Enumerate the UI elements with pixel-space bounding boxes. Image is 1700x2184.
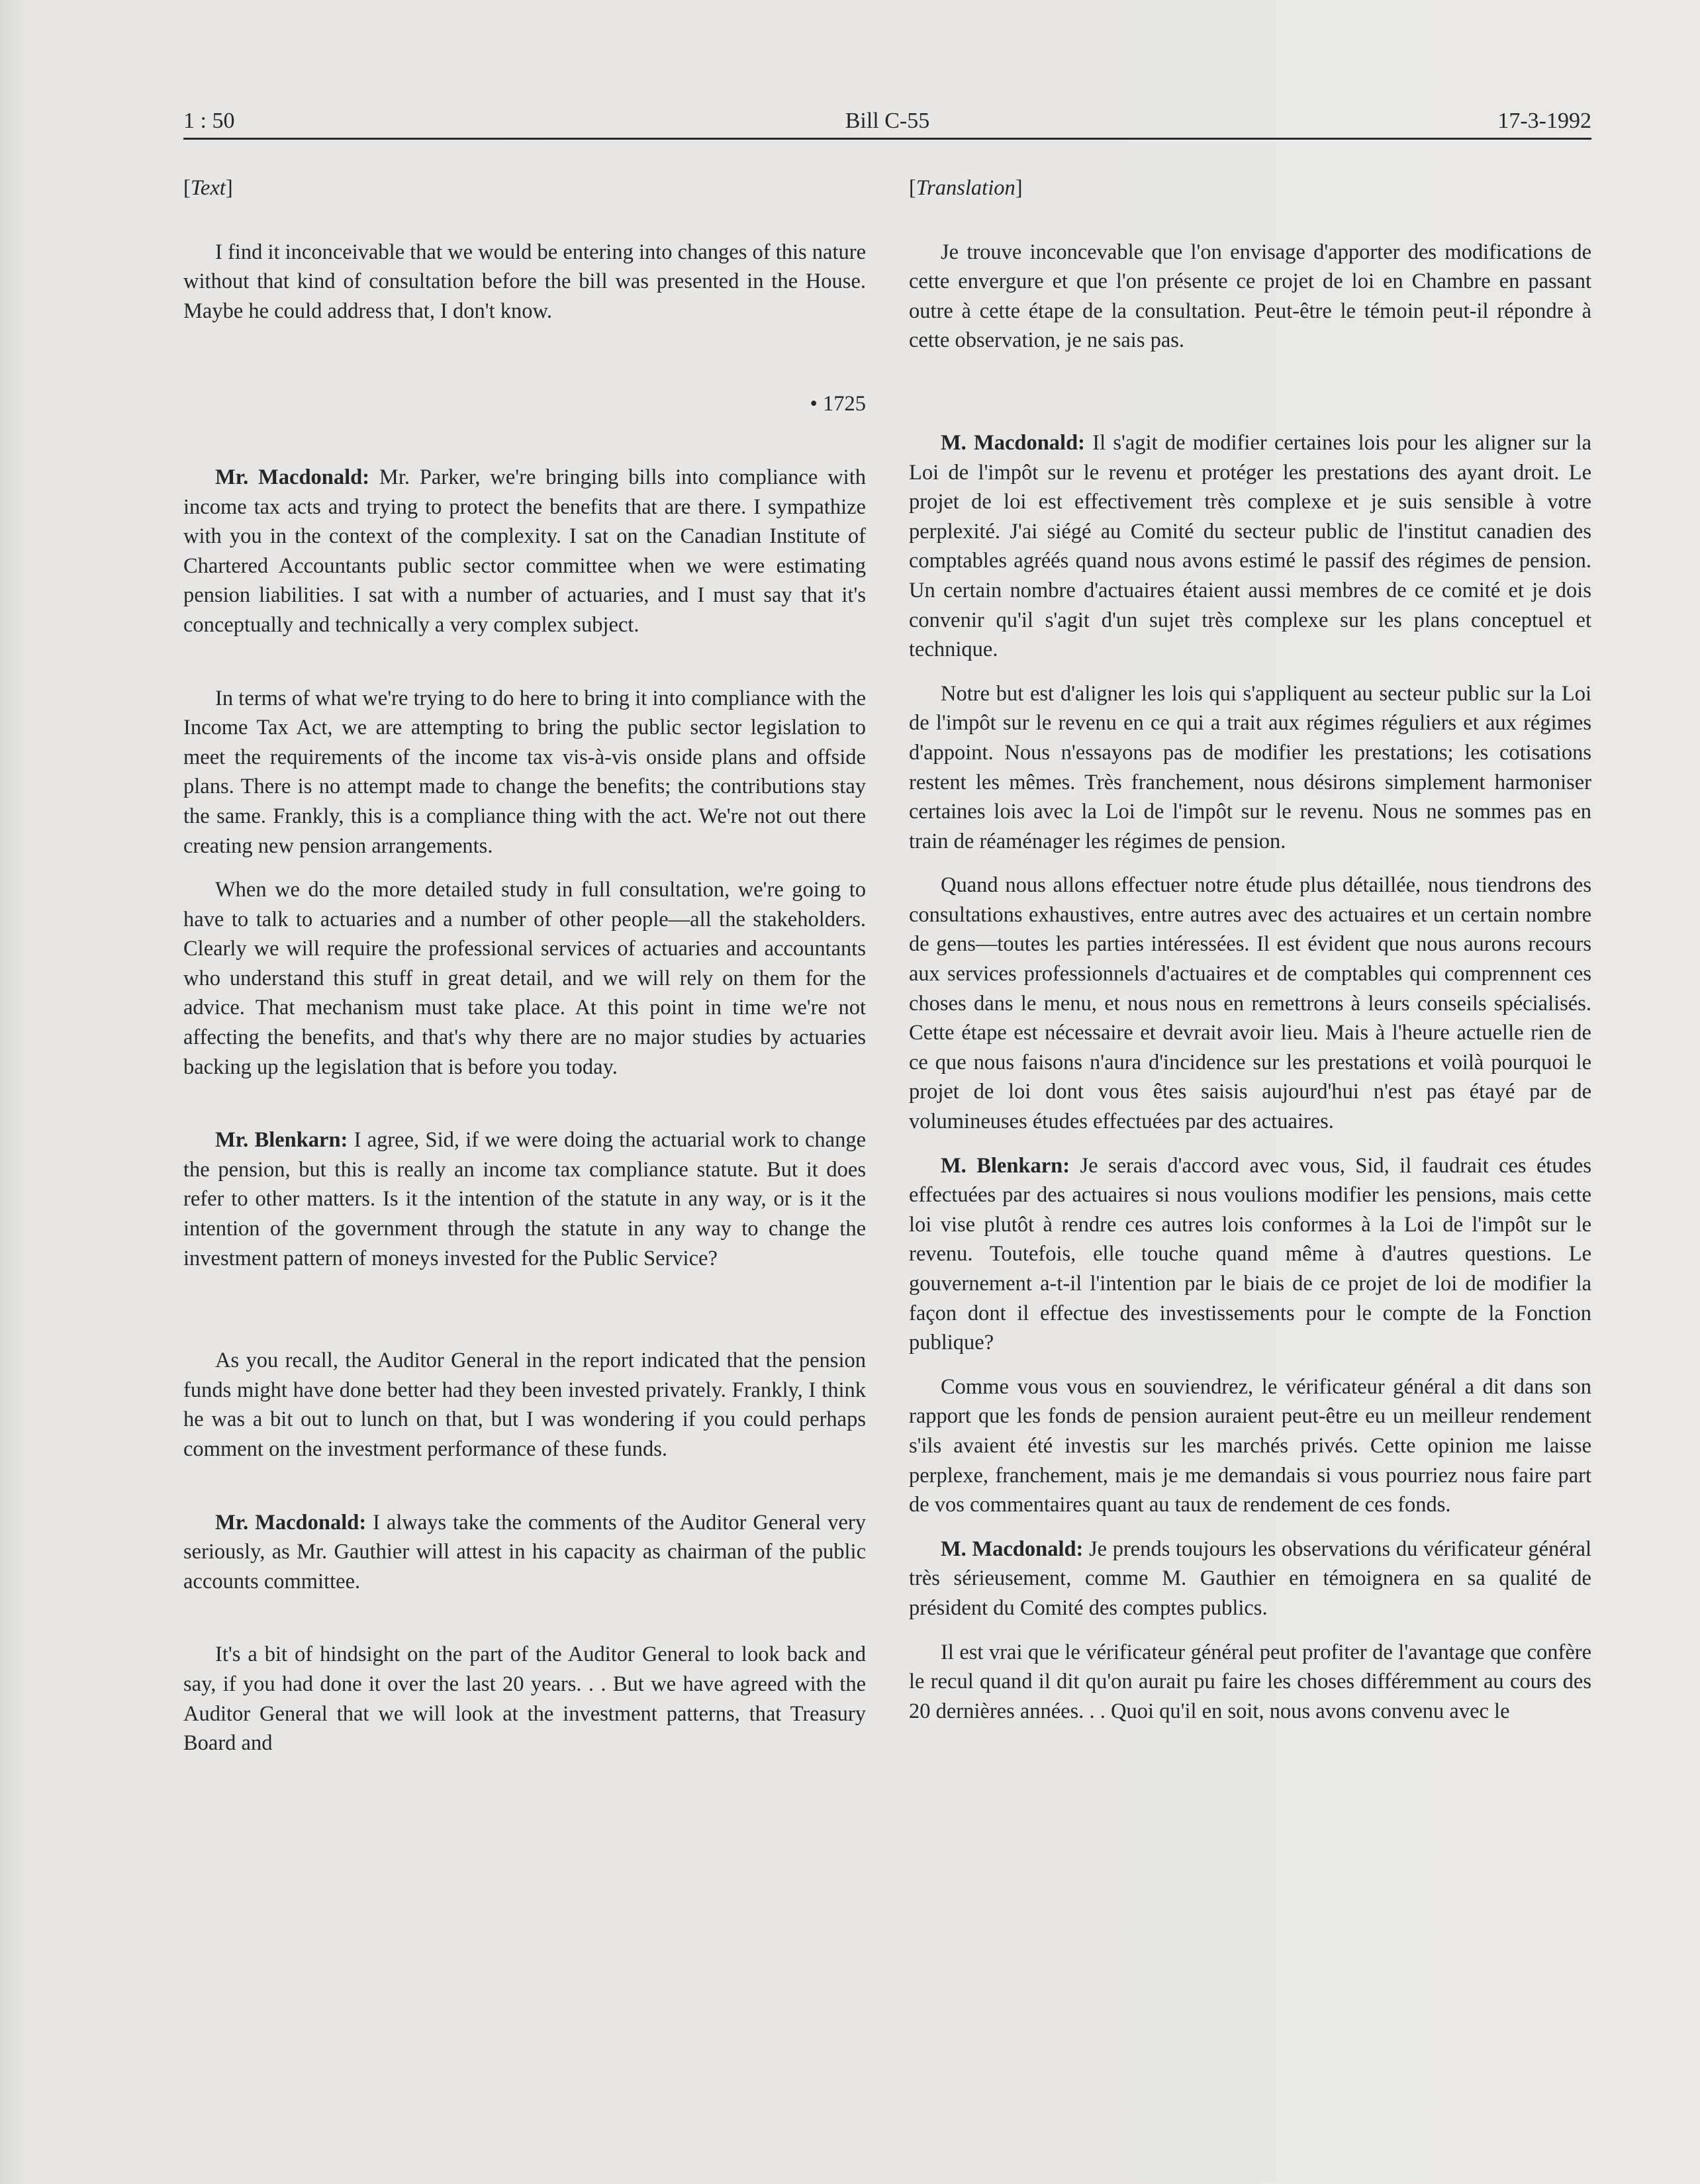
- en-paragraph-7: [183, 1508, 866, 1597]
- paragraph-text: As you recall, the Auditor General in the report indicated that the pension funds might have done better had they been invested privately. Frankly, I think he was a bit out to lunch on that, but I was wondering if you could perhaps comment on the investment performance of these funds.: [183, 1349, 866, 1461]
- paragraph-text: When we do the more detailed study in full consultation, we're going to have to talk to actuaries and a number of other people—all the stakeholders. Clearly we will require the professional services of actuaries and accountants who understand this stuff in great detail, and we will rely on them for the advice. That mechanism must take place. At this point in time we're not affecting the benefits, and that's why there are no major studies by actuaries backing up the legislation that is before you today.: [183, 878, 866, 1079]
- speaker: M. Blenkarn:: [941, 1153, 1070, 1178]
- fr-paragraph-7: [909, 1535, 1591, 1623]
- paragraph-text: Il est vrai que le vérificateur général peut profiter de l'avantage que confère le recul quand il dit qu'on aurait pu faire les choses différemment au cours des 20 dernières années. . . Quoi qu'il en soit, nous avons convenu avec le: [909, 1640, 1591, 1723]
- page-date: 17-3-1992: [1497, 109, 1591, 133]
- translation-label: [Translation]: [909, 176, 1023, 200]
- paragraph-text: Je trouve inconcevable que l'on envisage d'apporter des modifications de cette envergure et que l'on présente ce projet de loi en Chambre en passant outre à cette étape de la consultation. Peut-être le témoin peut-il répondre à cette observation, je ne sais pas.: [909, 240, 1591, 353]
- speaker: Mr. Blenkarn:: [215, 1128, 348, 1153]
- speaker: Mr. Macdonald:: [215, 465, 370, 489]
- text-label: [Text]: [183, 176, 233, 200]
- speaker: Mr. Macdonald:: [215, 1510, 367, 1535]
- en-paragraph-1: [183, 238, 866, 326]
- speaker: M. Macdonald:: [941, 1537, 1084, 1561]
- paragraph-text: Je serais d'accord avec vous, Sid, il faudrait ces études effectuées par des actuaires si nous voulions modifier les pensions, mais cette loi vise plutôt à rendre ces autres lois conformes à la Loi de l'impôt sur le revenu. Toutefois, elle touche quand même à d'autres questions. Le gouvernement a-t-il l'intention par le biais de ce projet de loi de modifier la façon dont il effectue des investissements pour le compte de la Fonction publique?: [909, 1153, 1592, 1355]
- time-marker: • 1725: [810, 392, 866, 416]
- paragraph-text: Comme vous vous en souviendrez, le vérificateur général a dit dans son rapport que les fonds de pension auraient peut-être eu un meilleur rendement s'ils avaient été investis sur les marchés privés. Cette opinion me laisse perplexe, franchement, mais je me demandais si vous pourriez nous faire part de vos commentaires quant au taux de rendement de ces fonds.: [909, 1374, 1591, 1517]
- en-paragraph-3: [183, 684, 866, 861]
- page-header: [183, 105, 1591, 140]
- paragraph-text: Notre but est d'aligner les lois qui s'appliquent au secteur public sur la Loi de l'impôt sur le revenu en ce qui a trait aux régimes réguliers et aux régimes d'appoint. Nous n'essayons pas de modifier les prestations; les cotisations restent les mêmes. Très franchement, nous désirons simplement harmoniser certaines lois avec la Loi de l'impôt sur le revenu. Nous ne sommes pas en train de réaménager les régimes de pension.: [909, 681, 1591, 853]
- fr-paragraph-2: [909, 428, 1591, 665]
- speaker: M. Macdonald:: [941, 430, 1085, 455]
- fr-paragraph-1: [909, 238, 1591, 356]
- fr-paragraph-6: [909, 1372, 1591, 1520]
- paragraph-text: Il s'agit de modifier certaines lois pour les aligner sur la Loi de l'impôt sur le revenu et protéger les prestations des ayant droit. Le projet de loi est effectivement très complexe et je suis sensible à votre perplexité. J'ai siégé au Comité du secteur public de l'institut canadien des comptables agréés quand nous avons estimé le passif des régimes de pension. Un certain nombre d'actuaires étaient aussi membres de ce comité et je dois convenir qu'il s'agit d'un sujet très complexe sur les plans conceptuel et technique.: [909, 430, 1591, 662]
- en-paragraph-5: [183, 1125, 866, 1273]
- paragraph-text: Mr. Parker, we're bringing bills into compliance with income tax acts and trying to protect the benefits that are there. I sympathize with you in the context of the complexity. I sat on the Canadian Institute of Chartered Accountants public sector committee when we were estimating pension liabilities. I sat with a number of actuaries, and I must say that it's conceptually and technically a very complex subject.: [183, 465, 866, 637]
- fr-paragraph-8: [909, 1638, 1591, 1727]
- fr-paragraph-4: [909, 871, 1591, 1136]
- paragraph-text: I find it inconceivable that we would be entering into changes of this nature without that kind of consultation before the bill was presented in the House. Maybe he could address that, I don't know.: [183, 240, 866, 323]
- paragraph-text: Je prends toujours les observations du vérificateur général très sérieusement, comme M. Gauthier en témoignera en sa qualité de président du Comité des comptes publics.: [909, 1537, 1591, 1620]
- fr-paragraph-5: [909, 1151, 1591, 1358]
- page-number: 1 : 50: [183, 109, 235, 133]
- en-paragraph-4: [183, 875, 866, 1082]
- bill-title: Bill C-55: [845, 109, 930, 133]
- paragraph-text: I always take the comments of the Auditor General very seriously, as Mr. Gauthier will attest in his capacity as chairman of the public accounts committee.: [183, 1510, 866, 1593]
- english-column: [183, 173, 866, 1758]
- fr-paragraph-3: [909, 679, 1591, 857]
- text-label-word: Text: [190, 176, 226, 200]
- en-paragraph-8: [183, 1640, 866, 1758]
- en-paragraph-2: [183, 463, 866, 640]
- en-paragraph-6: [183, 1346, 866, 1464]
- paragraph-text: In terms of what we're trying to do here to bring it into compliance with the Income Tax Act, we are attempting to bring the public sector legislation to meet the requirements of the income tax vis-à-vis onside plans and offside plans. There is no attempt made to change the benefits; the contributions stay the same. Frankly, this is a compliance thing with the act. We're not out there creating new pension arrangements.: [183, 686, 866, 858]
- translation-label-word: Translation: [916, 176, 1015, 200]
- paragraph-text: It's a bit of hindsight on the part of the Auditor General to look back and say, if you had done it over the last 20 years. . . But we have agreed with the Auditor General that we will look at the investment patterns, that Treasury Board and: [183, 1642, 866, 1756]
- paragraph-text: I agree, Sid, if we were doing the actuarial work to change the pension, but this is really an income tax compliance statute. But it does refer to other matters. Is it the intention of the statute in any way, or is it the intention of the government through the statute in any way to change the investment pattern of moneys invested for the Public Service?: [183, 1128, 866, 1270]
- french-column: [909, 173, 1591, 1726]
- paragraph-text: Quand nous allons effectuer notre étude plus détaillée, nous tiendrons des consultations exhaustives, entre autres avec des actuaires et un certain nombre de gens—toutes les parties intéressées. Il est évident que nous aurons recours aux services professionnels d'actuaires et de comptables qui comprennent ces choses dans le menu, et nous nous en remettrons à leurs conseils spécialisés. Cette étape est nécessaire et devrait avoir lieu. Mais à l'heure actuelle rien de ce que nous faisons n'aura d'incidence sur les prestations et voilà pourquoi le projet de loi dont vous êtes saisis aujourd'hui n'est pas étayé par de volumineuses études effectuées par des actuaires.: [909, 873, 1591, 1134]
